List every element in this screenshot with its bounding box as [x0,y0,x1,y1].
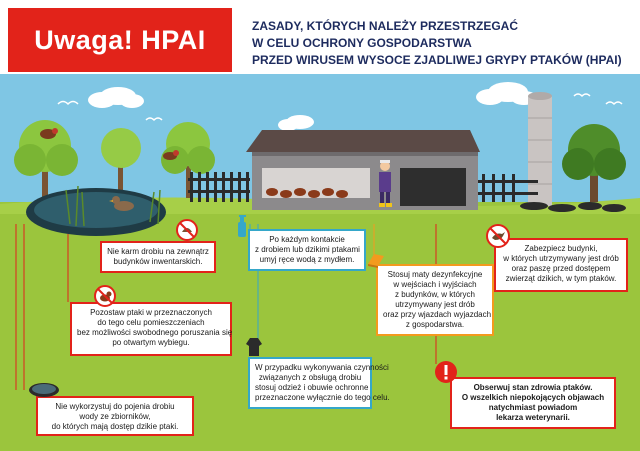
panel-text: Stosuj maty dezynfekcyjne [387,270,483,279]
panel-text: Nie karm drobiu na zewnątrz [107,247,209,256]
no-wild-bird-icon [486,224,510,253]
panel-disinfection-mats [376,264,494,336]
panel-text: O wszelkich niepokojących objawach [461,393,605,402]
panel-secure-buildings [494,238,628,292]
panel-text: umyj ręce wodą z mydłem. [259,255,355,264]
panel-text: zwierząt dzikich, w tym ptaków. [505,274,617,283]
disinfection-mat-icon [366,250,386,275]
poultry-barn [246,130,480,210]
title-line: W CELU OCHRONY GOSPODARSTWA [252,36,472,50]
panel-text: stosuj odzież i obuwie ochronne [255,383,369,392]
panel-text: bez możliwości swobodnego poruszania się [77,328,233,337]
panel-text: lekarza weterynarii. [496,413,570,422]
panel-text: z drobiem lub dzikimi ptakami [255,245,360,254]
panel-text: budynków inwentarskich. [113,257,203,266]
panel-text: do których mają dostęp dzikie ptaki. [51,422,179,431]
panel-text: Nie wykorzystuj do pojenia drobiu [55,402,175,411]
no-wild-water-icon [28,376,60,403]
protective-clothing-icon [244,336,264,363]
panel-text: Pozostaw ptaki w przeznaczonych [90,308,212,317]
no-free-range-icon [94,285,116,312]
panel-observe-health [450,377,616,429]
panel-protective-clothing [248,357,390,409]
panel-text: do tego celu pomieszczeniach [97,318,205,327]
panel-text: utrzymywany jest drób [395,300,475,309]
silo [528,92,552,206]
panel-text: oraz przy wjazdach wyjazdach [383,310,492,319]
panel-text: Obserwuj stan zdrowia ptaków. [473,383,593,392]
panel-no-outdoor-feeding [100,241,216,273]
panel-text: Po każdym kontakcie [269,235,345,244]
hpai-warning-badge: Uwaga! HPAI [8,8,232,72]
title-line: ZASADY, KTÓRYCH NALEŻY PRZESTRZEGAĆ [252,19,519,33]
panel-text: z gospodarstwa. [405,320,465,329]
warning-icon [434,360,458,389]
poster-title [252,18,632,69]
title-line: PRZED WIRUSEM WYSOCE ZJADLIWEJ GRYPY PTAKÓW (HPAI) [252,53,622,67]
panel-text: po otwartym wybiegu. [112,338,190,347]
panel-text: natychmiast powiadom [488,403,578,412]
no-feeding-icon [176,219,198,246]
panel-text: w wejściach i wyjściach [393,280,477,289]
panel-text: przeznaczone wyłącznie do tego celu. [255,393,390,402]
panel-text: wody ze zbiorników, [79,412,151,421]
panel-text: W przypadku wykonywania czynności [255,363,389,372]
soap-bottle-icon [235,214,249,243]
panel-wash-hands [248,229,366,271]
panel-text: w których utrzymywany jest drób [503,254,619,263]
panel-text: oraz paszę przed dostępem [511,264,611,273]
panel-text: z budynków, w których [394,290,476,299]
panel-text: związanych z obsługą drobiu [258,373,362,382]
panel-text: Zabezpiecz budynki, [524,244,598,253]
